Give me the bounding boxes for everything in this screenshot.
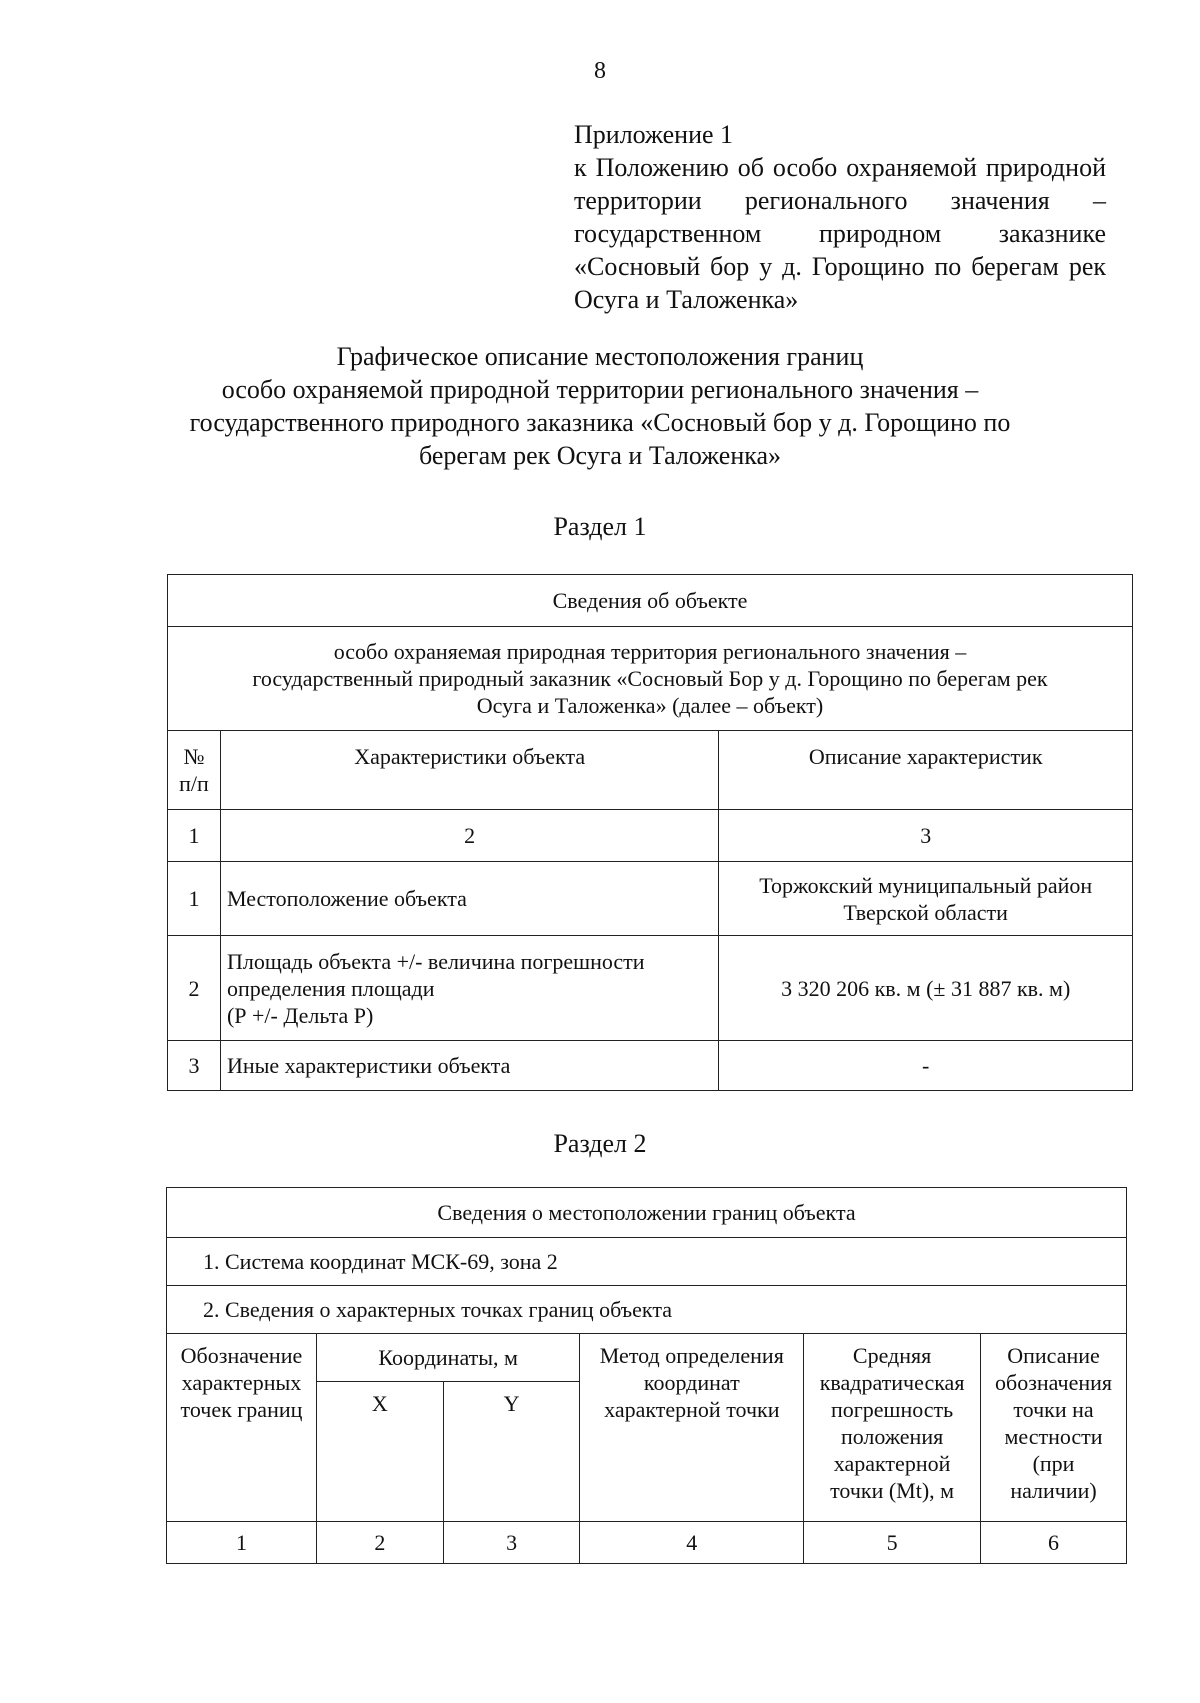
index-cell: 2 xyxy=(220,810,718,862)
row-num: 3 xyxy=(168,1041,221,1091)
header-line: точки на xyxy=(1013,1397,1094,1422)
header-line: обозначения xyxy=(995,1370,1113,1395)
index-cell: 4 xyxy=(580,1522,804,1564)
header-line: характерной точки xyxy=(604,1397,780,1422)
header-line: Обозначение xyxy=(180,1343,303,1368)
header-y: Y xyxy=(443,1382,580,1522)
char-line: Площадь объекта +/- величина погрешности xyxy=(226,948,645,974)
coordinate-system: 1. Система координат МСК-69, зона 2 xyxy=(167,1238,1127,1286)
desc-line: Тверской области xyxy=(843,899,1008,925)
row-description: - xyxy=(719,1041,1133,1091)
header-x: X xyxy=(316,1382,443,1522)
header-line: (при xyxy=(1032,1451,1075,1476)
header-line: квадратическая xyxy=(819,1370,965,1395)
index-cell: 2 xyxy=(316,1522,443,1564)
table-row xyxy=(168,936,1133,1041)
index-cell: 6 xyxy=(981,1522,1127,1564)
header-line: наличии) xyxy=(1010,1478,1097,1503)
index-cell: 1 xyxy=(167,1522,317,1564)
header-point-designation xyxy=(167,1334,317,1522)
object-line: государственный природный заказник «Сосновый Бор у д. Горощино по берегам рек xyxy=(252,666,1048,691)
title-line: особо охраняемой природной территории регионального значения – xyxy=(221,375,979,404)
title-line: Графическое описание местоположения границ xyxy=(336,342,864,371)
header-characteristics: Характеристики объекта xyxy=(220,731,718,810)
header-line: характерной xyxy=(833,1451,951,1476)
appendix-heading: Приложение 1 xyxy=(574,120,734,149)
header-line: местности xyxy=(1004,1424,1103,1449)
page-number: 8 xyxy=(594,58,606,84)
row-description xyxy=(719,862,1133,936)
row-num: 2 xyxy=(168,936,221,1041)
header-line: точек границ xyxy=(180,1397,303,1422)
row-num: 1 xyxy=(168,862,221,936)
appendix-text: к Положению об особо охраняемой природной территории регионального значения – государственном природном заказнике «Сосновый бор у д. Горощино по берегам рек Осуга и Таложенка» xyxy=(574,153,1106,314)
char-line: (Р +/- Дельта Р) xyxy=(226,1002,374,1028)
points-info: 2. Сведения о характерных точках границ объекта xyxy=(167,1286,1127,1334)
header-line: Метод определения xyxy=(599,1343,784,1368)
index-cell: 3 xyxy=(719,810,1133,862)
table-title: Сведения об объекте xyxy=(168,575,1133,627)
table-row xyxy=(168,1041,1133,1091)
title-line: государственного природного заказника «Сосновый бор у д. Горощино по xyxy=(189,408,1011,437)
boundary-points-table xyxy=(166,1187,1127,1564)
header-num-line: № xyxy=(183,744,205,769)
row-characteristic xyxy=(220,936,718,1041)
header-line: точки (Mt), м xyxy=(830,1478,955,1503)
row-description: 3 320 206 кв. м (± 31 887 кв. м) xyxy=(719,936,1133,1041)
header-line: погрешность xyxy=(830,1397,954,1422)
section2-heading: Раздел 2 xyxy=(553,1129,647,1158)
header-line: координат xyxy=(643,1370,740,1395)
object-line: особо охраняемая природная территория регионального значения – xyxy=(333,639,967,664)
index-cell: 5 xyxy=(804,1522,981,1564)
index-cell: 1 xyxy=(168,810,221,862)
header-line: Описание xyxy=(1007,1343,1100,1368)
header-description: Описание характеристик xyxy=(719,731,1133,810)
header-num xyxy=(168,731,221,810)
section1-heading: Раздел 1 xyxy=(553,512,647,541)
header-mean-error xyxy=(804,1334,981,1522)
header-line: характерных xyxy=(181,1370,302,1395)
desc-line: Торжокский муниципальный район xyxy=(759,872,1093,898)
header-coordinates: Координаты, м xyxy=(316,1334,580,1382)
object-line: Осуга и Таложенка» (далее – объект) xyxy=(476,693,824,718)
object-info-table xyxy=(167,574,1133,1091)
char-line: определения площади xyxy=(226,975,435,1001)
header-line: Средняя xyxy=(852,1343,932,1368)
table-row xyxy=(168,862,1133,936)
row-characteristic: Иные характеристики объекта xyxy=(220,1041,718,1091)
row-characteristic: Местоположение объекта xyxy=(220,862,718,936)
object-name-cell xyxy=(168,627,1133,731)
appendix-block xyxy=(574,118,1106,316)
header-line: положения xyxy=(840,1424,944,1449)
title-line: берегам рек Осуга и Таложенка» xyxy=(418,441,782,470)
header-point-description xyxy=(981,1334,1127,1522)
document-title xyxy=(150,340,1050,472)
header-num-line: п/п xyxy=(179,771,209,796)
index-cell: 3 xyxy=(443,1522,580,1564)
header-method xyxy=(580,1334,804,1522)
table-title: Сведения о местоположении границ объекта xyxy=(167,1188,1127,1238)
